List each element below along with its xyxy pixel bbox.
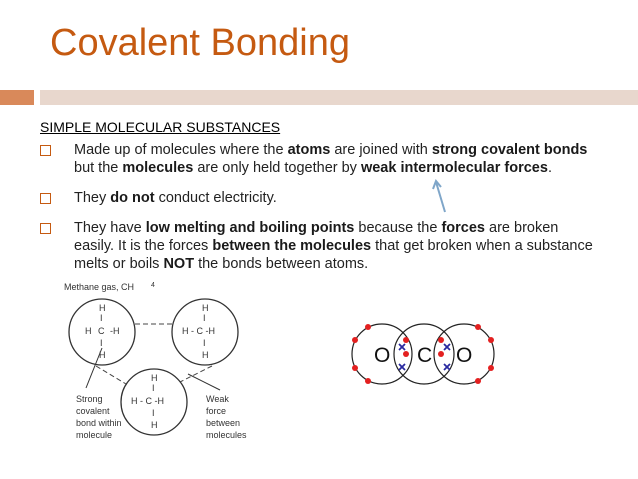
accent-bar: [0, 90, 34, 105]
weak-force-line: [96, 366, 126, 384]
bond-line: I: [203, 313, 206, 323]
hydrogen-label: -H: [110, 326, 120, 336]
hydrogen-label: H: [85, 326, 92, 336]
svg-text:bond within: bond within: [76, 418, 122, 428]
pointer-arrow-icon: [432, 178, 452, 216]
svg-text:Strong: Strong: [76, 394, 103, 404]
co2-diagram: [346, 318, 496, 403]
strong-bond-label: [76, 394, 122, 440]
bullet-item-2: They do not conduct electricity.: [40, 189, 600, 207]
weak-force-pointer: [188, 374, 220, 390]
oxygen-label: O: [456, 344, 473, 367]
svg-text:Weak: Weak: [206, 394, 229, 404]
molecule-middle-row: H - C -H: [131, 396, 164, 406]
bond-line: I: [100, 338, 103, 348]
bond-line: I: [203, 338, 206, 348]
svg-text:molecules: molecules: [206, 430, 247, 440]
methane-diagram: [60, 278, 270, 453]
slide-title: Covalent Bonding: [50, 22, 350, 64]
bullet-list: [40, 141, 600, 272]
methane-caption: Methane gas, CH: [64, 282, 135, 292]
weak-force-line: [180, 366, 212, 382]
svg-text:covalent: covalent: [76, 406, 110, 416]
hydrogen-label: H: [151, 373, 158, 383]
bullet-item-3: They have low melting and boiling points because the forces are broken easily. It is the forces between the molecules that get broken when a substance melts or boils NOT the bonds between atoms.: [40, 219, 600, 257]
carbon-label: C: [417, 344, 433, 367]
svg-text:between: between: [206, 418, 241, 428]
hydrogen-label: H: [99, 350, 106, 360]
bond-line: I: [100, 313, 103, 323]
weak-force-label: [206, 394, 247, 440]
hydrogen-label: H: [202, 303, 209, 313]
header-band: [40, 90, 638, 105]
hydrogen-label: H: [202, 350, 209, 360]
molecule-middle-row: H - C -H: [182, 326, 215, 336]
svg-text:molecule: molecule: [76, 430, 113, 440]
svg-text:force: force: [206, 406, 227, 416]
bullet-box-icon: [40, 145, 51, 156]
bullet-box-icon: [40, 193, 51, 204]
bond-line: I: [152, 383, 155, 393]
bullet-box-icon: [40, 223, 51, 234]
hydrogen-label: H: [151, 420, 158, 430]
methane-caption-subscript: 4: [151, 282, 155, 289]
oxygen-label: O: [374, 344, 391, 367]
bond-line: I: [152, 408, 155, 418]
bullet-item-1: Made up of molecules where the atoms are joined with strong covalent bonds but the molecules are only held together by weak intermolecular forces.: [40, 141, 600, 177]
carbon-label: C: [98, 326, 105, 336]
hydrogen-label: H: [99, 303, 106, 313]
section-subheading: SIMPLE MOLECULAR SUBSTANCES: [40, 119, 281, 135]
